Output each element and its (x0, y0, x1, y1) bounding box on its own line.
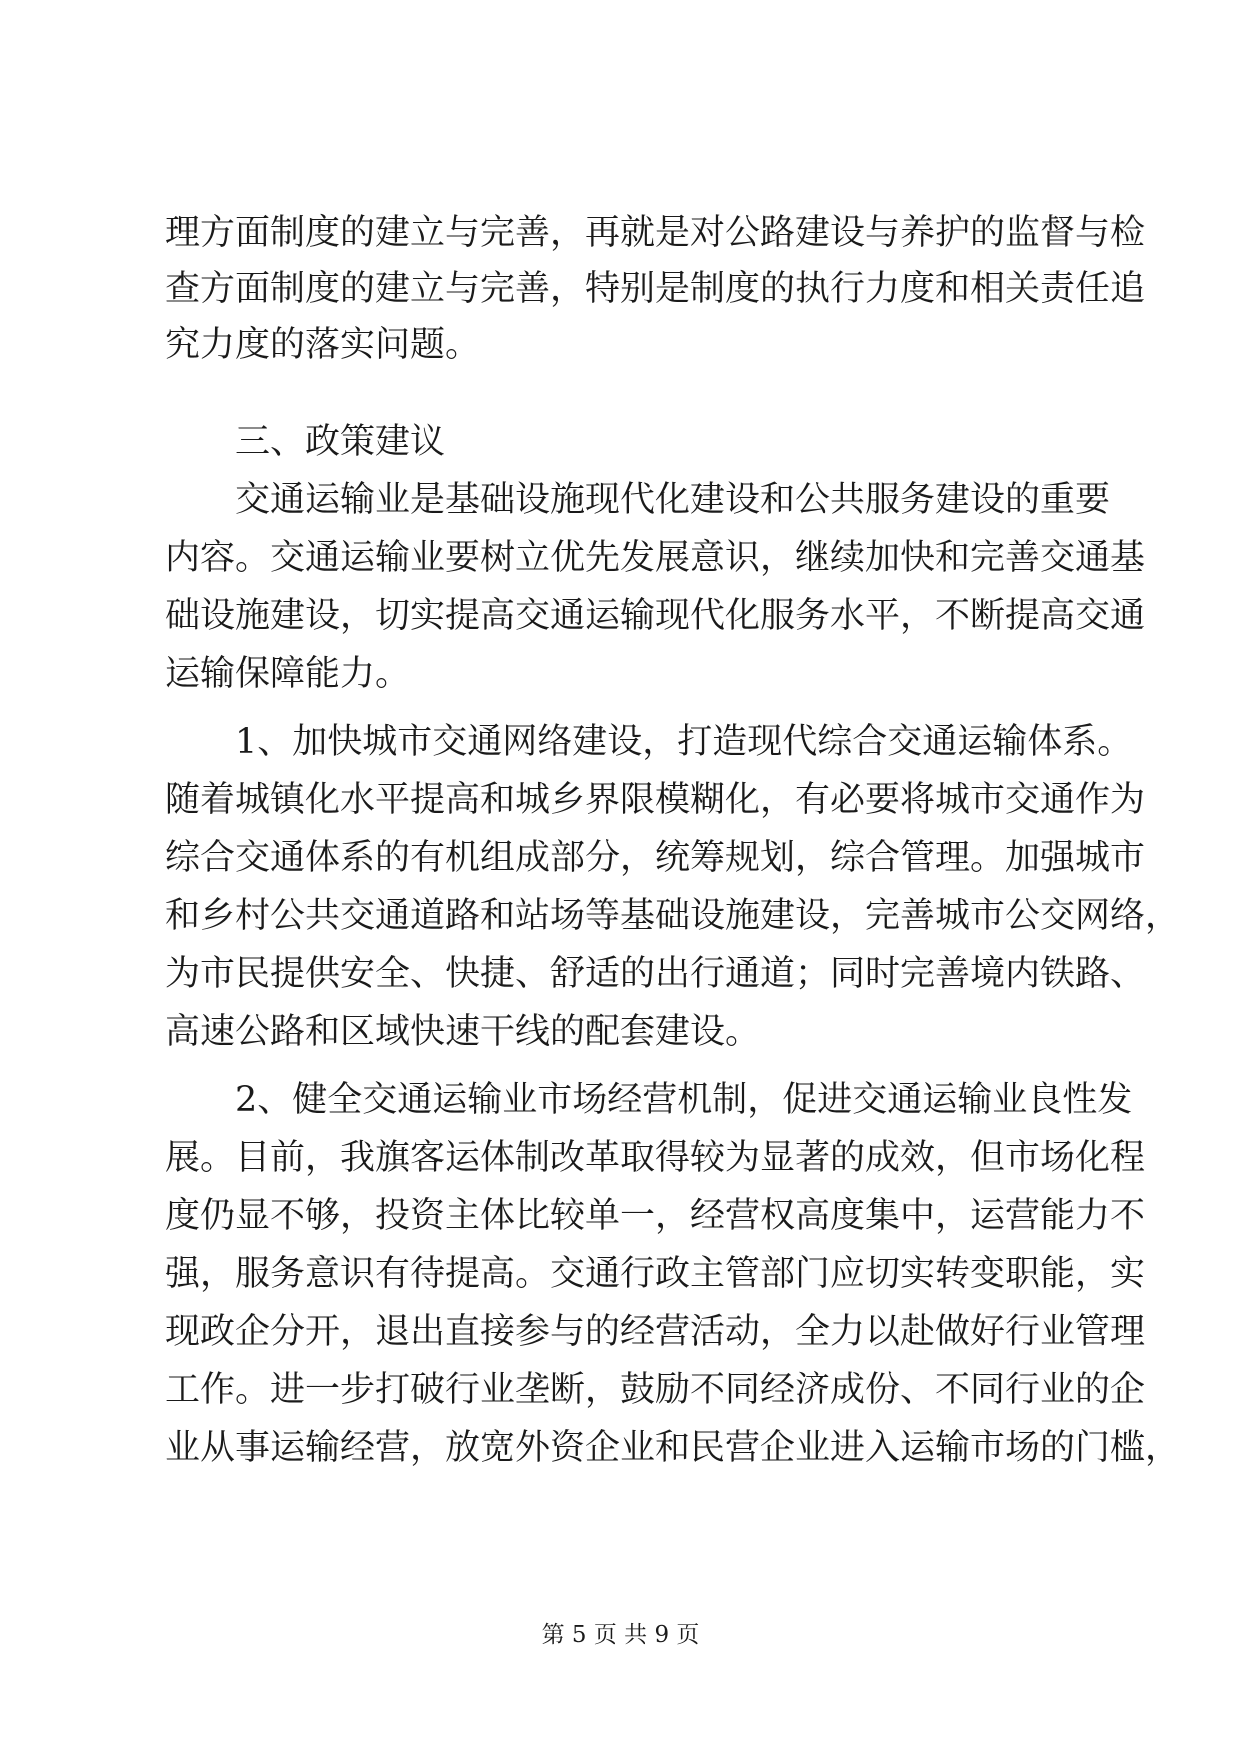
text-line: 展。目前，我旗客运体制改革取得较为显著的成效，但市场化程 (165, 1138, 1146, 1178)
text-line: 为市民提供安全、快捷、舒适的出行通道；同时完善境内铁路、 (165, 954, 1146, 994)
text-line: 高速公路和区域快速干线的配套建设。 (165, 1012, 761, 1052)
text-line: 随着城镇化水平提高和城乡界限模糊化，有必要将城市交通作为 (165, 780, 1146, 820)
text-line: 究力度的落实问题。 (165, 325, 481, 365)
text-line: 础设施建设，切实提高交通运输现代化服务水平，不断提高交通 (165, 596, 1146, 636)
text-line: 内容。交通运输业要树立优先发展意识，继续加快和完善交通基 (165, 538, 1146, 578)
text-line: 现政企分开，退出直接参与的经营活动，全力以赴做好行业管理 (165, 1312, 1146, 1352)
text-line: 查方面制度的建立与完善，特别是制度的执行力度和相关责任追 (165, 269, 1146, 309)
text-line: 交通运输业是基础设施现代化建设和公共服务建设的重要 (235, 480, 1111, 520)
text-line: 度仍显不够，投资主体比较单一，经营权高度集中，运营能力不 (165, 1196, 1146, 1236)
text-line: 理方面制度的建立与完善，再就是对公路建设与养护的监督与检 (165, 213, 1146, 253)
text-line: 2、健全交通运输业市场经营机制，促进交通运输业良性发 (235, 1080, 1133, 1120)
section-heading: 三、政策建议 (235, 422, 446, 462)
text-line: 强，服务意识有待提高。交通行政主管部门应切实转变职能，实 (165, 1254, 1146, 1294)
text-line: 1、加快城市交通网络建设，打造现代综合交通运输体系。 (235, 722, 1133, 762)
text-line: 和乡村公共交通道路和站场等基础设施建设，完善城市公交网络， (165, 896, 1181, 936)
text-line: 运输保障能力。 (165, 654, 411, 694)
text-line: 业从事运输经营，放宽外资企业和民营企业进入运输市场的门槛， (165, 1428, 1181, 1468)
page-number-footer: 第 5 页 共 9 页 (541, 1622, 700, 1648)
text-line: 工作。进一步打破行业垄断，鼓励不同经济成份、不同行业的企 (165, 1370, 1146, 1410)
text-line: 综合交通体系的有机组成部分，统筹规划，综合管理。加强城市 (165, 838, 1146, 878)
